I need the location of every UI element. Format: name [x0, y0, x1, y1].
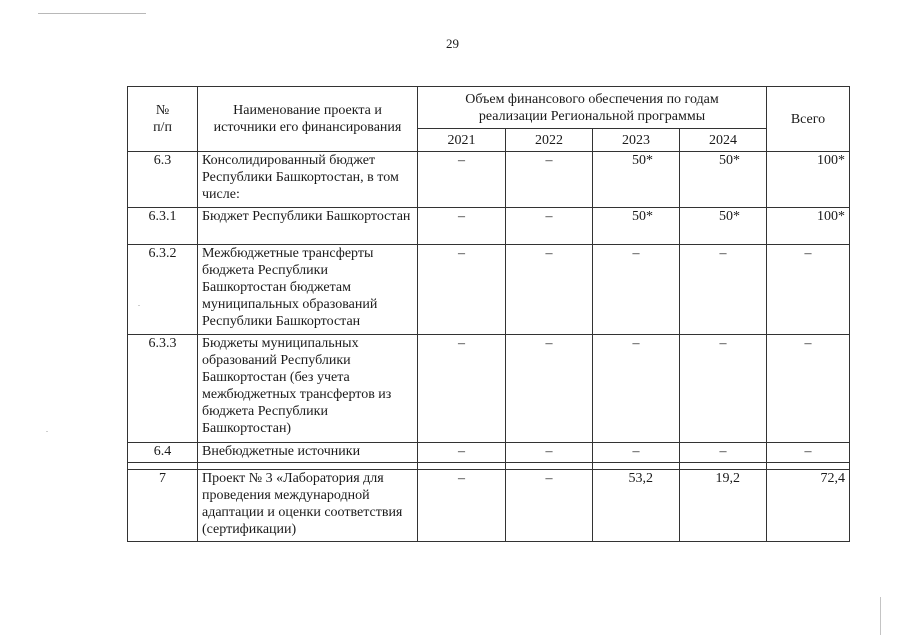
scan-artifact-line	[38, 13, 146, 14]
value-2023: –	[593, 335, 680, 443]
gap-cell	[767, 463, 850, 470]
value-2023: 50*	[593, 208, 680, 245]
scan-artifact-line	[880, 597, 881, 635]
row-number: 6.3.1	[128, 208, 198, 245]
gap-cell	[506, 463, 593, 470]
row-number: 7	[128, 470, 198, 542]
value-2021: –	[418, 245, 506, 335]
value-total: –	[767, 245, 850, 335]
value-2024: –	[680, 443, 767, 463]
gap-cell	[128, 463, 198, 470]
value-total: 100*	[767, 208, 850, 245]
value-2024: –	[680, 245, 767, 335]
value-2021: –	[418, 335, 506, 443]
row-number: 6.4	[128, 443, 198, 463]
header-volume-label: Объем финансового обеспечения по годам реализации Региональной программы	[465, 91, 719, 124]
value-2023: –	[593, 443, 680, 463]
table-row	[128, 335, 850, 443]
value-2023: 50*	[593, 152, 680, 208]
value-2024: –	[680, 335, 767, 443]
header-year-2022: 2022	[506, 129, 593, 152]
header-total-label: Всего	[790, 111, 826, 127]
value-2022: –	[506, 443, 593, 463]
header-number-label: № п/п	[153, 103, 172, 135]
value-2022: –	[506, 245, 593, 335]
row-name: Бюджет Республики Башкортостан	[198, 208, 418, 245]
gap-cell	[593, 463, 680, 470]
table-row	[128, 443, 850, 463]
value-2024: 19,2	[680, 470, 767, 542]
row-name: Межбюджетные трансферты бюджета Республики Башкортостан бюджетам муниципальных образований Республики Башкортостан	[198, 245, 418, 335]
page-number: 29	[446, 36, 459, 51]
value-2022: –	[506, 152, 593, 208]
value-2022: –	[506, 335, 593, 443]
value-2024: 50*	[680, 208, 767, 245]
value-2024: 50*	[680, 152, 767, 208]
value-2021: –	[418, 152, 506, 208]
table-row	[128, 470, 850, 542]
value-2023: –	[593, 245, 680, 335]
header-name-label: Наименование проекта и источники его финансирования	[213, 103, 402, 135]
header-volume	[418, 87, 767, 129]
value-total: 100*	[767, 152, 850, 208]
value-2021: –	[418, 443, 506, 463]
table-row	[128, 208, 850, 245]
row-name: Консолидированный бюджет Республики Башкортостан, в том числе:	[198, 152, 418, 208]
table-row	[128, 152, 850, 208]
scan-artifact-dot	[46, 431, 48, 432]
header-number	[128, 87, 198, 152]
value-2021: –	[418, 208, 506, 245]
value-total: –	[767, 443, 850, 463]
gap-cell	[418, 463, 506, 470]
value-2022: –	[506, 208, 593, 245]
row-number: 6.3.3	[128, 335, 198, 443]
row-name: Внебюджетные источники	[198, 443, 418, 463]
header-year-2024: 2024	[680, 129, 767, 152]
value-2023: 53,2	[593, 470, 680, 542]
table-gap	[128, 463, 850, 470]
header-year-2021: 2021	[418, 129, 506, 152]
value-2021: –	[418, 470, 506, 542]
value-2022: –	[506, 470, 593, 542]
row-name: Проект № 3 «Лаборатория для проведения международной адаптации и оценки соответствия (сертификации)	[198, 470, 418, 542]
row-number: 6.3	[128, 152, 198, 208]
gap-cell	[198, 463, 418, 470]
financing-table	[127, 86, 850, 542]
row-number: 6.3.2	[128, 245, 198, 335]
header-year-2023: 2023	[593, 129, 680, 152]
value-total: 72,4	[767, 470, 850, 542]
header-name	[198, 87, 418, 152]
header-total	[767, 87, 850, 152]
table-row	[128, 245, 850, 335]
row-name: Бюджеты муниципальных образований Республики Башкортостан (без учета межбюджетных трансфертов из бюджета Республики Башкортостан)	[198, 335, 418, 443]
value-total: –	[767, 335, 850, 443]
gap-cell	[680, 463, 767, 470]
